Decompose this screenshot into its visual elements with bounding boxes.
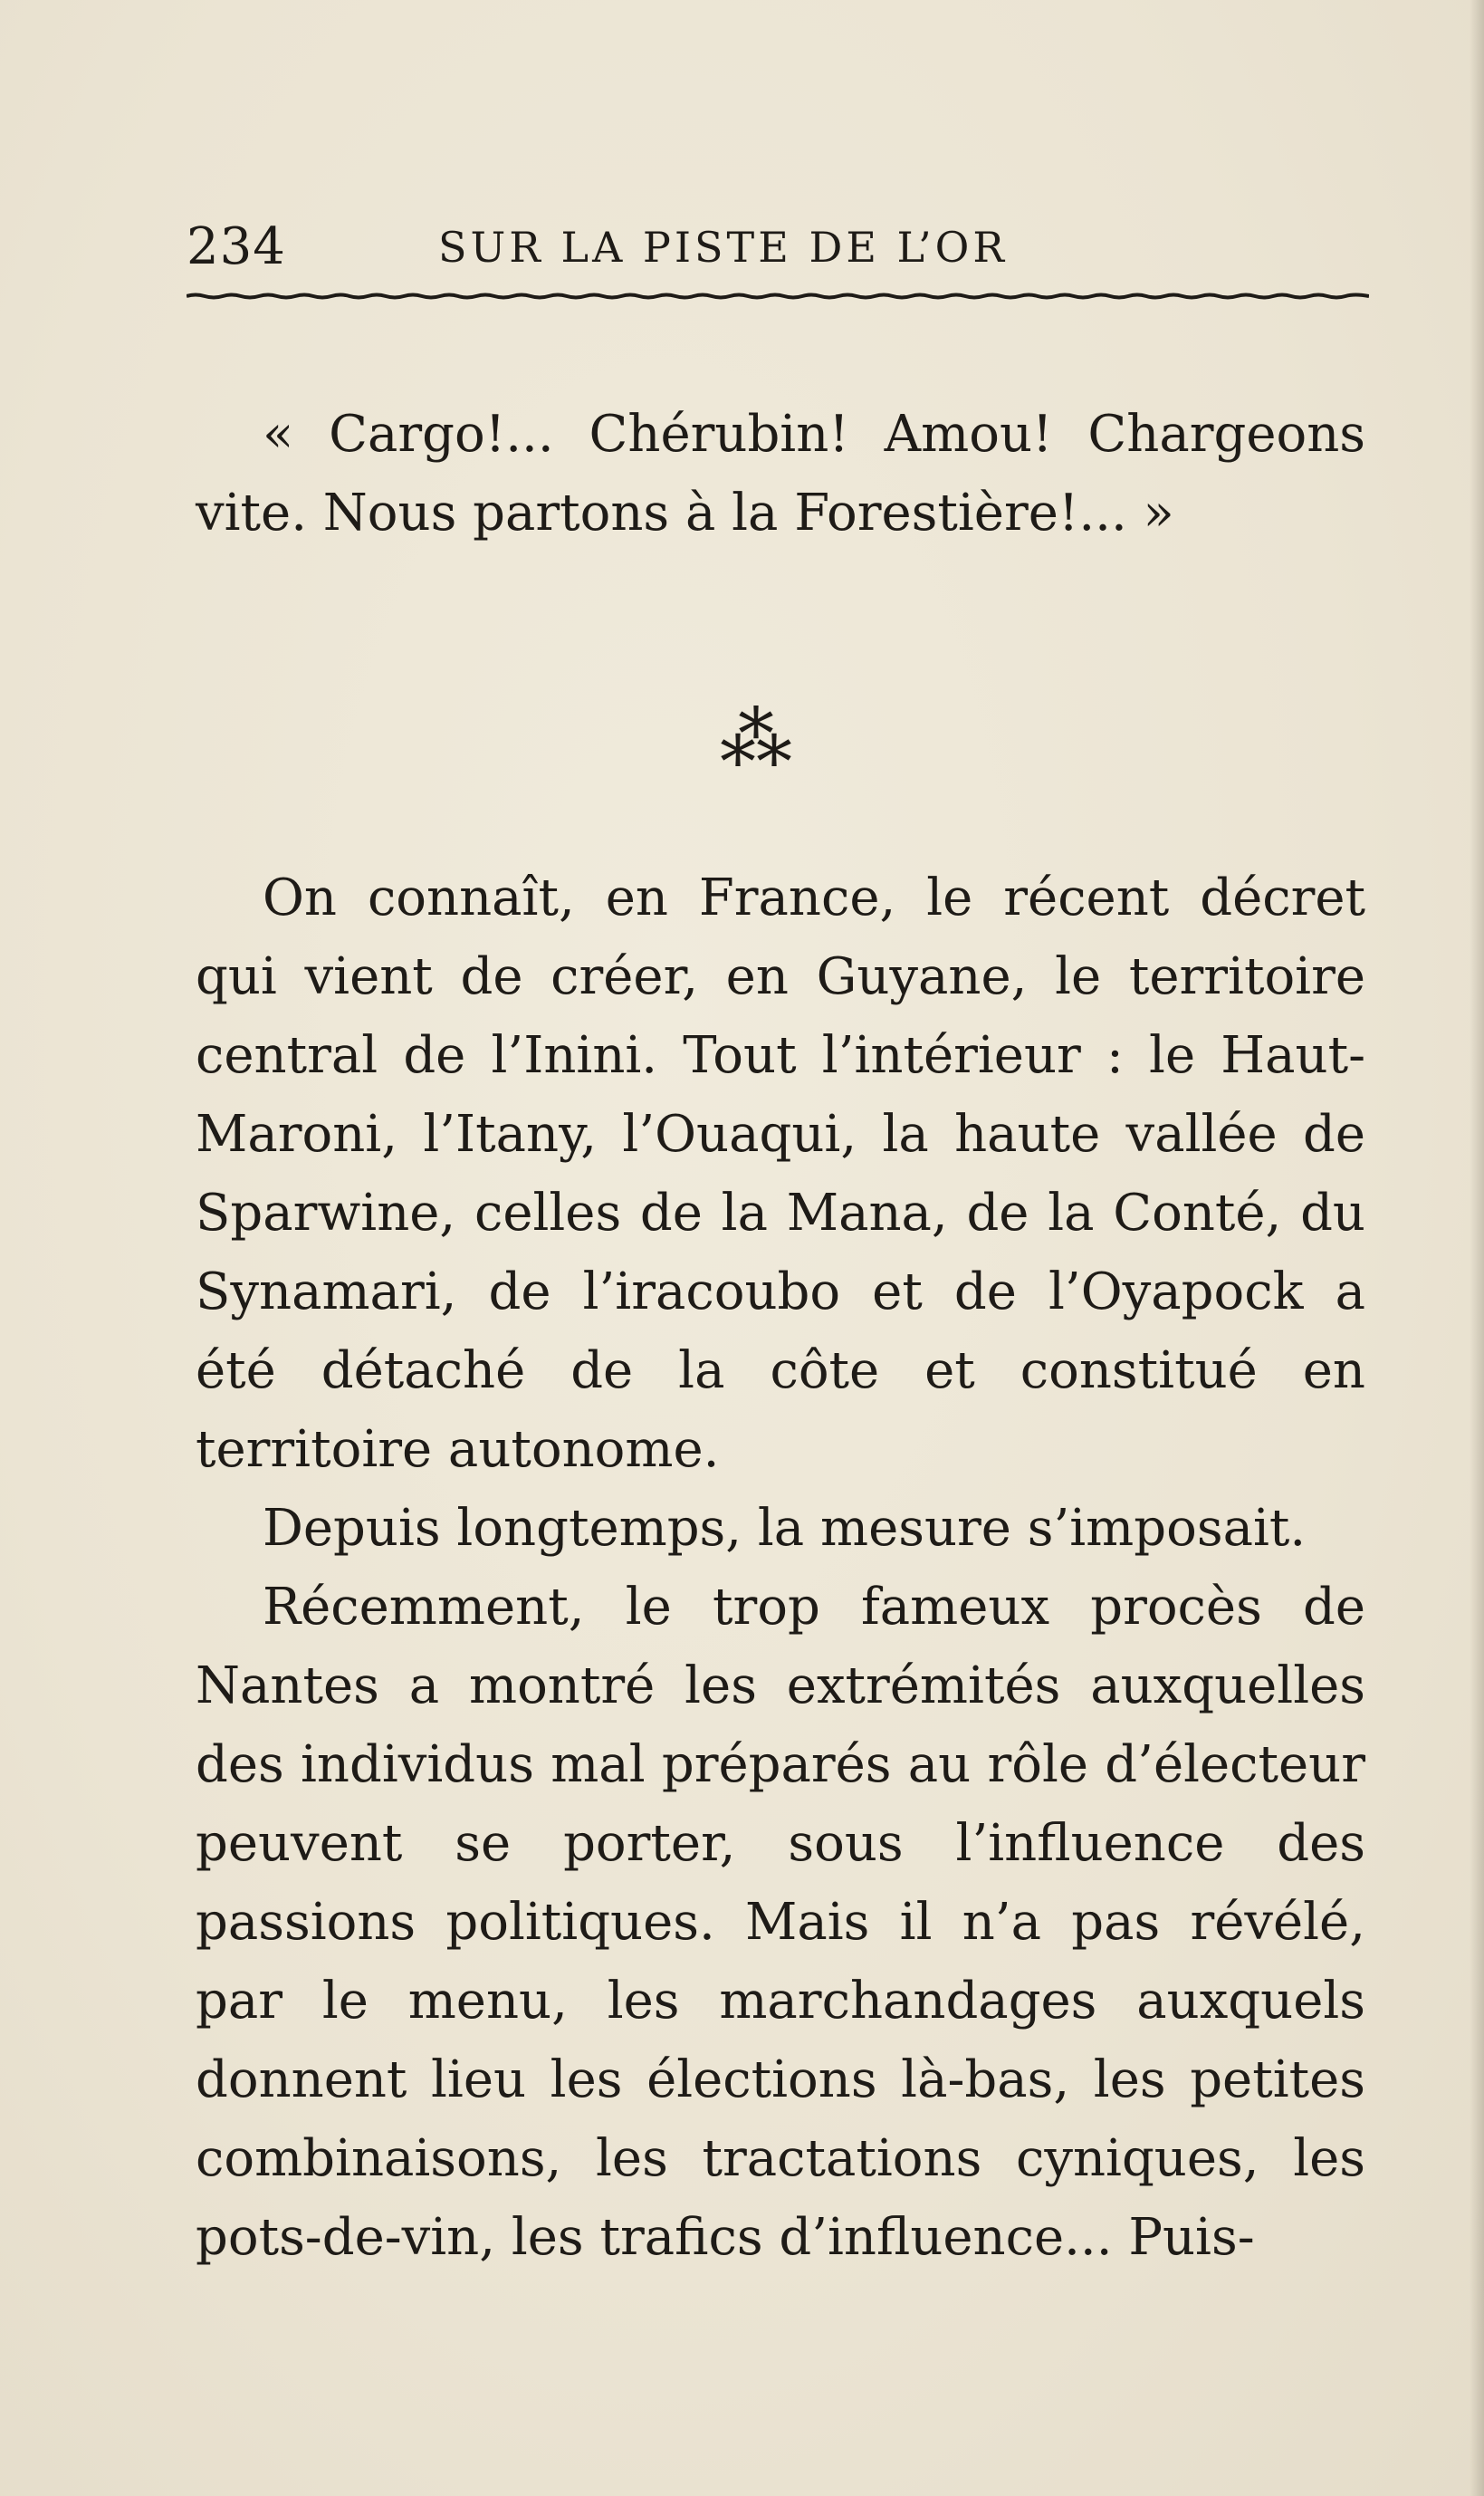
page-header — [187, 216, 1369, 279]
paragraph-inini: On connaît, en France, le récent décret qui vient de créer, en Guyane, le territoire central de l’Inini. Tout l’intérieur : le Haut-Maroni, l’Itany, l’Ouaqui, la haute vallée de Sparwine, celles de la Mana, de la Conté, du Synamari, de l’iracoubo et de l’Oyapock a été détaché de la côte et constitué en territoire autonome. — [196, 869, 1365, 1479]
header-rule — [187, 293, 1369, 300]
paragraph-proces: Récemment, le trop fameux procès de Nantes a montré les extrémités auxquelles des individus mal préparés au rôle d’électeur peuvent se porter, sous l’influence des passions politiques. Mais il n’a pas révélé, par le menu, les marchandages auxquels donnent lieu les élections là-bas, les petites combinaisons, les tractations cyniques, les pots-de-vin, les trafics d’influence... Puis- — [196, 1578, 1365, 2267]
page-edge-shadow — [1470, 0, 1484, 2496]
asterism-glyph: ⁂ — [720, 705, 792, 777]
page-number: 234 — [187, 217, 286, 276]
section-separator — [715, 705, 797, 777]
running-title: SUR LA PISTE DE L’OR — [438, 223, 1009, 272]
quote-block — [196, 395, 1365, 552]
paragraph-mesure: Depuis longtemps, la mesure s’imposait. — [263, 1499, 1307, 1558]
quote-paragraph: « Cargo!... Chérubin! Amou! Chargeons vite. Nous partons à la Forestière!... » — [196, 405, 1365, 542]
body-text — [196, 859, 1365, 2277]
